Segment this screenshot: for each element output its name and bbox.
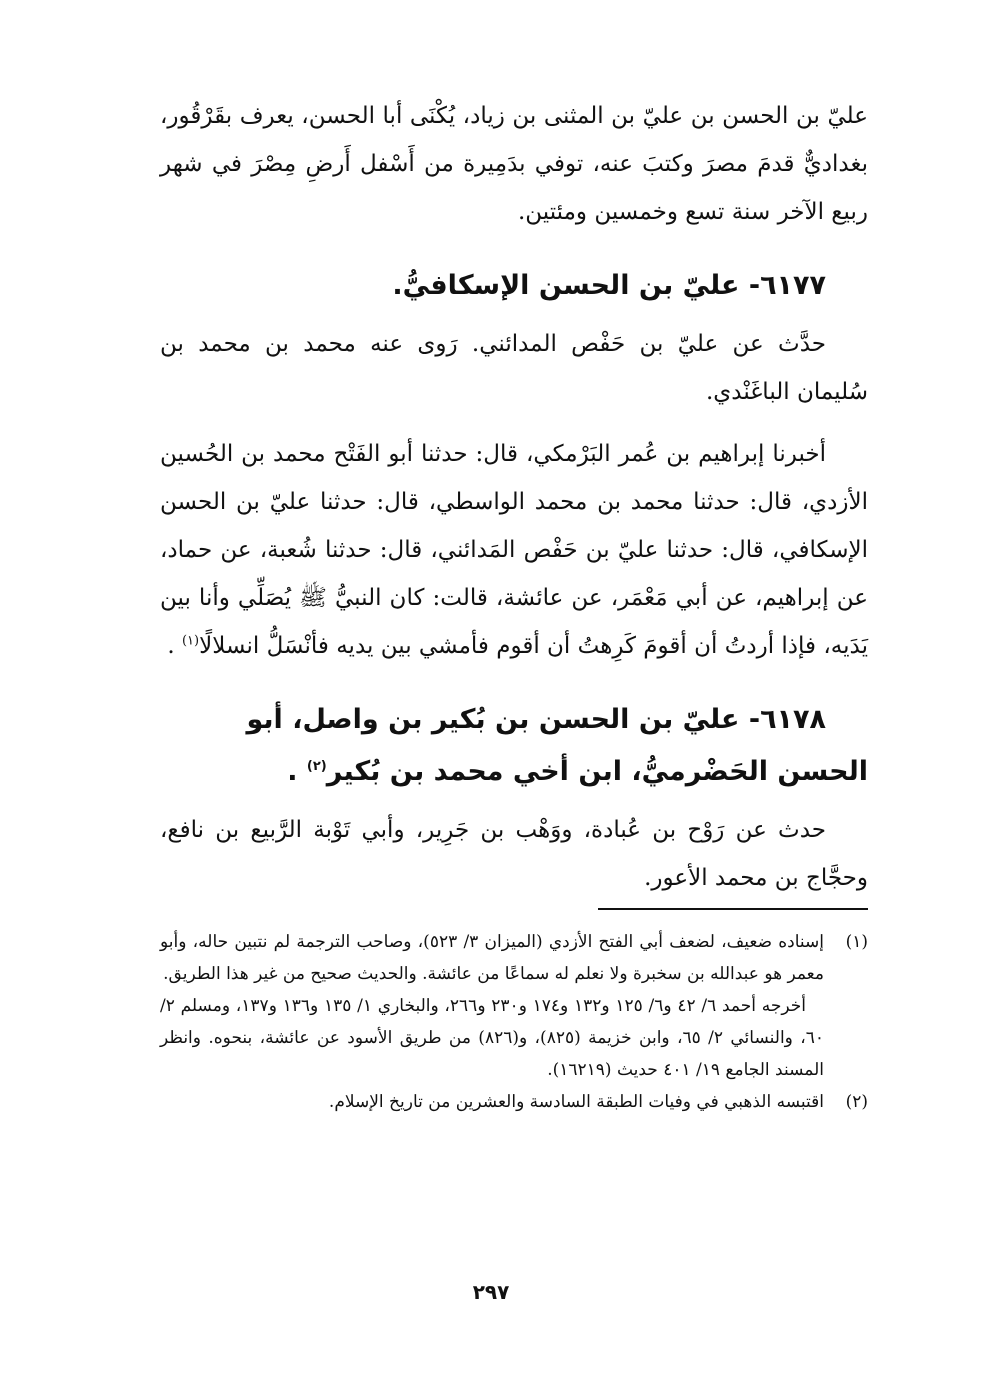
footnotes [160,926,868,1118]
spacer [160,670,868,684]
entry-6177-paragraph-1: حدَّث عن عليّ بن حَفْص المدائني. رَوى عنه محمد بن محمد بن سُليمان الباغَنْدي. [160,331,868,405]
page-number: ٢٩٧ [472,1280,510,1304]
footnote-1 [160,926,868,1086]
entry-6178-heading [160,694,868,798]
entry-6177-paragraph-2-text: أخبرنا إبراهيم بن عُمر البَرْمكي، قال: حدثنا أبو الفَتْح محمد بن الحُسين الأزدي، قال: حدثنا محمد بن محمد الواسطي، قال: حدثنا عليّ بن الحسن الإسكافي، قال: حدثنا عليّ بن حَفْص المَدائني، قال: حدثنا شُعبة، عن حماد، عن إبراهيم، عن أبي مَعْمَر، عن عائشة، قالت: كان النبيُّ ﷺ يُصَلِّي وأنا بين يَدَيه، فإذا أردتُ أن أقومَ كَرِهتُ أن أقوم فأمشي بين يديه فأنْسَلُّ انسلالًا [160,441,868,659]
spacer [160,236,868,250]
intro-paragraph: عليّ بن الحسن بن عليّ بن المثنى بن زياد، يُكْنَى أبا الحسن، يعرف بقَرْقُور، بغداديٌّ قدمَ مصرَ وكتبَ عنه، توفي بدَمِيرة من أَسْفل أَرضِ مِصْرَ في شهر ربيع الآخر سنة تسع وخمسين ومئتين. [160,103,868,225]
footnote-1-body [160,926,824,1086]
footnote-1-paragraph-1: إسناده ضعيف، لضعف أبي الفتح الأزدي (الميزان ٣/ ٥٢٣)، وصاحب الترجمة لم نتبين حاله، وأبو معمر هو عبدالله بن سخبرة ولا نعلم له سماعًا من عائشة. والحديث صحيح من غير هذا الطريق. [160,932,824,984]
footnote-2-paragraph-1: اقتبسه الذهبي في وفيات الطبقة السادسة والعشرين من تاريخ الإسلام. [328,1092,824,1112]
spacer [160,416,868,430]
page-body [160,92,868,1118]
footnote-ref-2[interactable]: (٢) [306,759,327,774]
entry-6178-paragraph-1: حدث عن رَوْح بن عُبادة، ووَهْب بن جَرِير، وأبي تَوْبة الرَّبيع بن نافع، وحجَّاج بن محمد الأعور. [160,817,868,891]
footnote-1-number: (١) [845,932,868,952]
footnote-2-body [160,1086,824,1118]
footnote-separator [598,908,868,910]
footnote-ref-1[interactable]: (١) [181,633,200,649]
entry-6177-paragraph-2-end: . [167,633,175,659]
entry-6178-heading-text: ٦١٧٨- عليّ بن الحسن بن بُكير بن واصل، أبو الحسن الحَضْرميُّ، ابن أخي محمد بن بُكير [246,704,868,787]
entry-6178-heading-end: . [287,756,298,787]
entry-6177-paragraph-2 [160,430,868,670]
footnote-1-paragraph-2: أخرجه أحمد ٦/ ٤٢ و٦/ ١٢٥ و١٣٢ و١٧٤ و٢٣٠ و٢٦٦، والبخاري ١/ ١٣٥ و١٣٦ و١٣٧، ومسلم ٢/ ٦٠، والنسائي ٢/ ٦٥، وابن خزيمة (٨٢٥)، و(٨٢٦) من طريق الأسود عن عائشة، بنحوه. وانظر المسند الجامع ١٩/ ٤٠١ حديث (١٦٢١٩). [160,996,824,1080]
footnote-2 [160,1086,868,1118]
footnote-2-number: (٢) [845,1092,868,1112]
entry-6177-heading: ٦١٧٧- عليّ بن الحسن الإسكافيُّ. [392,270,826,301]
